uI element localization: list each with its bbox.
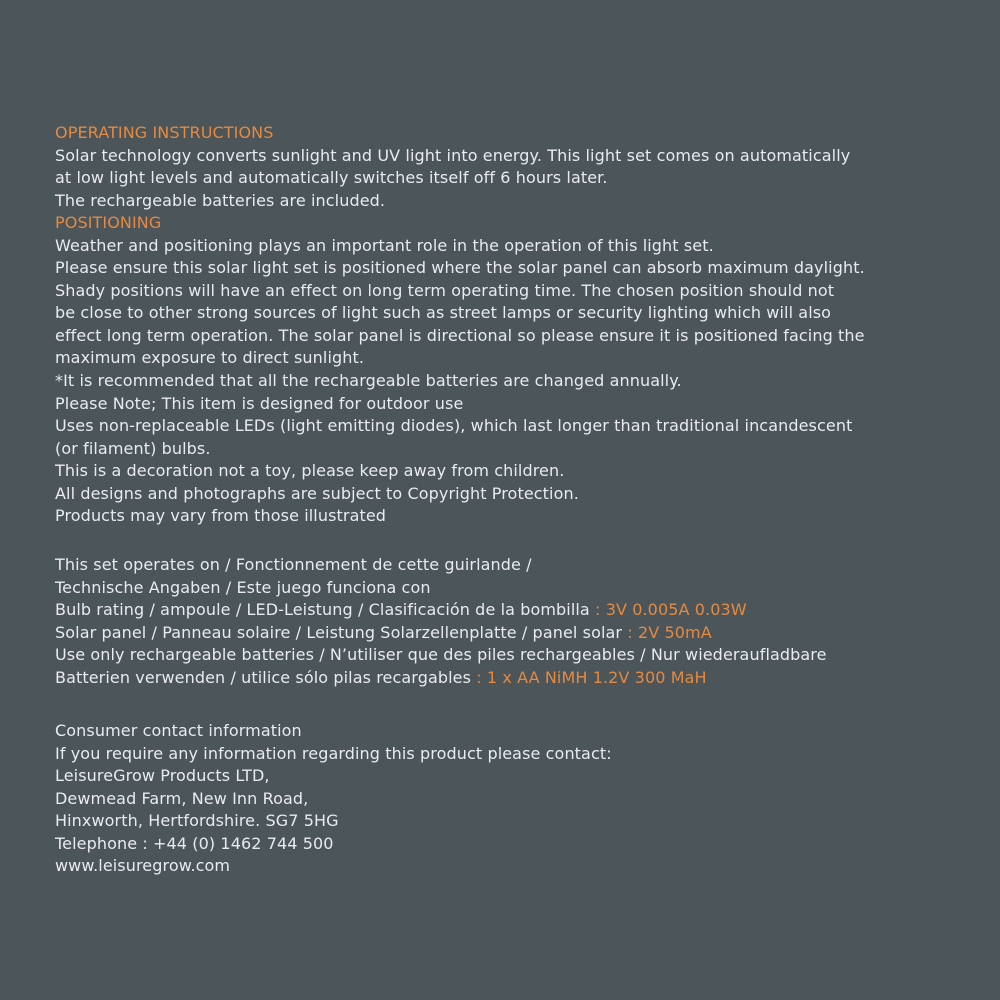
specifications-section — [55, 554, 935, 689]
operating-instructions-heading: OPERATING INSTRUCTIONS — [55, 123, 274, 142]
operating-instructions-line: The rechargeable batteries are included. — [55, 190, 386, 210]
led-note-continued: (or filament) bulbs. — [55, 438, 211, 458]
child-safety-note: This is a decoration not a toy, please keep away from children. — [55, 461, 565, 480]
battery-label: Batterien verwenden / utilice sólo pilas recargables — [55, 667, 477, 687]
positioning-line: effect long term operation. The solar panel is directional so please ensure it is positioned facing the — [55, 325, 865, 345]
address-line: Dewmead Farm, New Inn Road, — [55, 788, 309, 808]
solar-panel-value: : 2V 50mA — [627, 622, 712, 642]
specifications-intro: This set operates on / Fonctionnement de cette guirlande / — [55, 555, 532, 574]
positioning-line: Please ensure this solar light set is positioned where the solar panel can absorb maximum daylight. — [55, 258, 865, 277]
outdoor-use-note: Please Note; This item is designed for outdoor use — [55, 393, 464, 413]
positioning-heading: POSITIONING — [55, 213, 162, 232]
contact-heading: Consumer contact information — [55, 721, 302, 740]
product-variation-note: Products may vary from those illustrated — [55, 506, 387, 525]
battery-row — [55, 667, 935, 690]
copyright-note: All designs and photographs are subject to Copyright Protection. — [55, 483, 579, 503]
bulb-rating-label: Bulb rating / ampoule / LED-Leistung / Clasificación de la bombilla — [55, 600, 596, 619]
operating-instructions-line: at low light levels and automatically switches itself off 6 hours later. — [55, 168, 608, 187]
positioning-line: maximum exposure to direct sunlight. — [55, 348, 365, 367]
battery-label-row: Use only rechargeable batteries / N’utiliser que des piles rechargeables / Nur wiederaufladbare — [55, 645, 827, 664]
solar-panel-row — [55, 622, 935, 645]
notes-section — [55, 370, 935, 528]
led-note: Uses non-replaceable LEDs (light emitting diodes), which last longer than traditional incandescent — [55, 416, 853, 435]
company-name: LeisureGrow Products LTD, — [55, 766, 270, 785]
positioning-line: be close to other strong sources of light such as street lamps or security lighting which will also — [55, 303, 832, 322]
contact-intro: If you require any information regarding this product please contact: — [55, 743, 612, 763]
operating-instructions-line: Solar technology converts sunlight and UV light into energy. This light set comes on automatically — [55, 145, 851, 165]
positioning-line: Weather and positioning plays an important role in the operation of this light set. — [55, 235, 714, 255]
battery-replacement-note: *It is recommended that all the rechargeable batteries are changed annually. — [55, 371, 682, 390]
telephone: Telephone : +44 (0) 1462 744 500 — [55, 833, 334, 853]
address-line: Hinxworth, Hertfordshire. SG7 5HG — [55, 811, 339, 830]
solar-panel-label: Solar panel / Panneau solaire / Leistung Solarzellenplatte / panel solar — [55, 622, 628, 642]
bulb-rating-row — [55, 599, 935, 622]
specifications-intro-continued: Technische Angaben / Este juego funciona con — [55, 577, 431, 597]
positioning-line: Shady positions will have an effect on long term operating time. The chosen position should not — [55, 280, 835, 300]
battery-value: : 1 x AA NiMH 1.2V 300 MaH — [476, 667, 707, 687]
contact-section — [55, 720, 935, 878]
website-link[interactable]: www.leisuregrow.com — [55, 856, 231, 875]
operating-instructions-section — [55, 122, 935, 212]
positioning-section — [55, 212, 935, 370]
bulb-rating-value: : 3V 0.005A 0.03W — [595, 600, 747, 619]
